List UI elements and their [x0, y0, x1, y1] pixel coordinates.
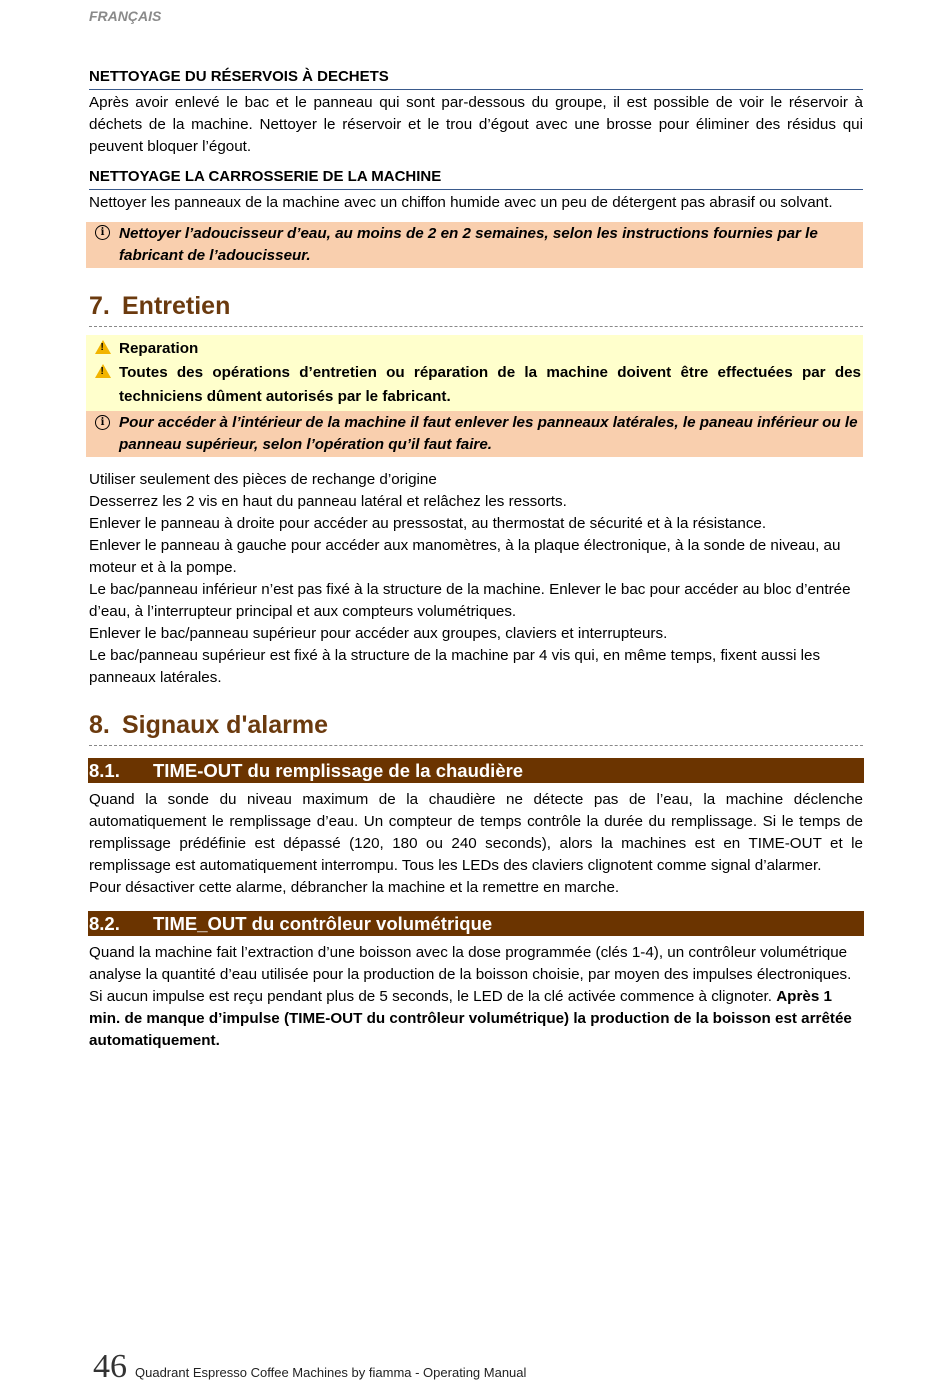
manual-title: Quadrant Espresso Coffee Machines by fiamma - Operating Manual [135, 1365, 527, 1380]
page-number: 46 [93, 1348, 127, 1385]
page-content [89, 66, 863, 1052]
softener-note [86, 222, 863, 268]
section-8-2-title: TIME_OUT du contrôleur volumétrique [153, 913, 493, 934]
warning-text: Toutes des opérations d’entretien ou réparation de la machine doivent être effectuées par des techniciens dûment autorisés par le fabricant. [119, 364, 861, 405]
chapter-8-title: Signaux d'alarme [122, 711, 329, 739]
access-note-text: Pour accéder à l’intérieur de la machine il faut enlever les panneaux latérales, le paneau inférieur ou le panneau supérieur, selon l’opération qu’il faut faire. [119, 414, 858, 453]
body-cleaning-text: Nettoyer les panneaux de la machine avec un chiffon humide avec un peu de détergent pas abrasif ou solvant. [89, 194, 833, 211]
section-8-1-text: Quand la sonde du niveau maximum de la chaudière ne détecte pas de l’eau, la machine déclenche automatiquement le remplissage d’eau. Un compteur de temps contrôle la durée du remplissage. Si le temps de remplissage prédéfinie est dépassé (120, 180 ou 240 seconds), alors la machines est en TIME-OUT et le remplissage est automatiquement interrompu. Tous les LEDs des claviers clignotent comme signal d’alarmer. [89, 791, 863, 874]
section-8-1-number: 8.1. [89, 760, 120, 781]
warning-title: Reparation [119, 340, 199, 357]
softener-note-text: Nettoyer l’adoucisseur d’eau, au moins de 2 en 2 semaines, selon les instructions fournies par le fabricant de l’adoucisseur. [119, 225, 818, 264]
warning-icon [86, 337, 119, 361]
info-icon: i [86, 223, 119, 267]
section-8-1-text2: Pour désactiver cette alarme, débrancher la machine et la remettre en marche. [89, 879, 620, 896]
chapter-8-number: 8. [89, 711, 110, 739]
info-icon: i [86, 412, 119, 456]
instruction-line: Utiliser seulement des pièces de rechange d’origine [89, 471, 437, 488]
waste-tank-text: Après avoir enlevé le bac et le panneau qui sont par-dessous du groupe, il est possible de voir le réservoir à déchets de la machine. Nettoyer le réservoir et le trou d’égout avec une brosse pour éliminer des résidus qui peuvent bloquer l’égout. [89, 94, 863, 155]
instruction-line: Le bac/panneau supérieur est fixé à la structure de la machine par 4 vis qui, en même temps, fixent aussi les panneaux latérales. [89, 647, 821, 686]
section-8-2-number: 8.2. [89, 913, 120, 934]
instruction-line: Enlever le bac/panneau supérieur pour accéder aux groupes, claviers et interrupteurs. [89, 625, 668, 642]
instruction-line: Le bac/panneau inférieur n’est pas fixé à la structure de la machine. Enlever le bac pour accéder au bloc d’entrée d’eau, à l’interrupteur principal et aux compteurs volumétriques. [89, 581, 851, 620]
section-8-1-heading [88, 758, 864, 783]
body-cleaning-heading: NETTOYAGE LA CARROSSERIE DE LA MACHINE [89, 166, 863, 190]
repair-warning [86, 335, 863, 411]
maintenance-instructions [89, 469, 863, 689]
language-header: FRANÇAIS [89, 8, 162, 24]
section-8-2-heading [88, 911, 864, 936]
chapter-8-heading [89, 705, 863, 746]
warning-icon [86, 361, 119, 409]
chapter-7-title: Entretien [122, 292, 231, 320]
access-note [86, 411, 863, 457]
section-8-2-body: Quand la machine fait l’extraction d’une boisson avec la dose programmée (clés 1-4), un contrôleur volumétrique analyse la quantité d’eau utilisée pour la production de la boisson choisie, par moyen des impulses électroniques. Si aucun impulse est reçu pendant plus de 5 seconds, le LED de la clé activée commence à clignoter. [89, 944, 852, 1005]
instruction-line: Enlever le panneau à droite pour accéder au pressostat, au thermostat de sécurité et à la résistance. [89, 515, 767, 532]
chapter-7-number: 7. [89, 292, 110, 320]
instruction-line: Desserrez les 2 vis en haut du panneau latéral et relâchez les ressorts. [89, 493, 567, 510]
section-8-2-text [89, 942, 863, 1052]
chapter-7-heading [89, 286, 863, 327]
section-8-2-bold: Après 1 min. de manque d’impulse (TIME-OUT du contrôleur volumétrique) la production de la boisson est arrêtée automatiquement. [89, 988, 852, 1049]
page-footer [93, 1348, 527, 1385]
waste-tank-heading: NETTOYAGE DU RÉSERVOIS À DECHETS [89, 66, 863, 90]
instruction-line: Enlever le panneau à gauche pour accéder aux manomètres, à la plaque électronique, à la sonde de niveau, au moteur et à la pompe. [89, 537, 841, 576]
section-8-1-title: TIME-OUT du remplissage de la chaudière [153, 760, 524, 781]
